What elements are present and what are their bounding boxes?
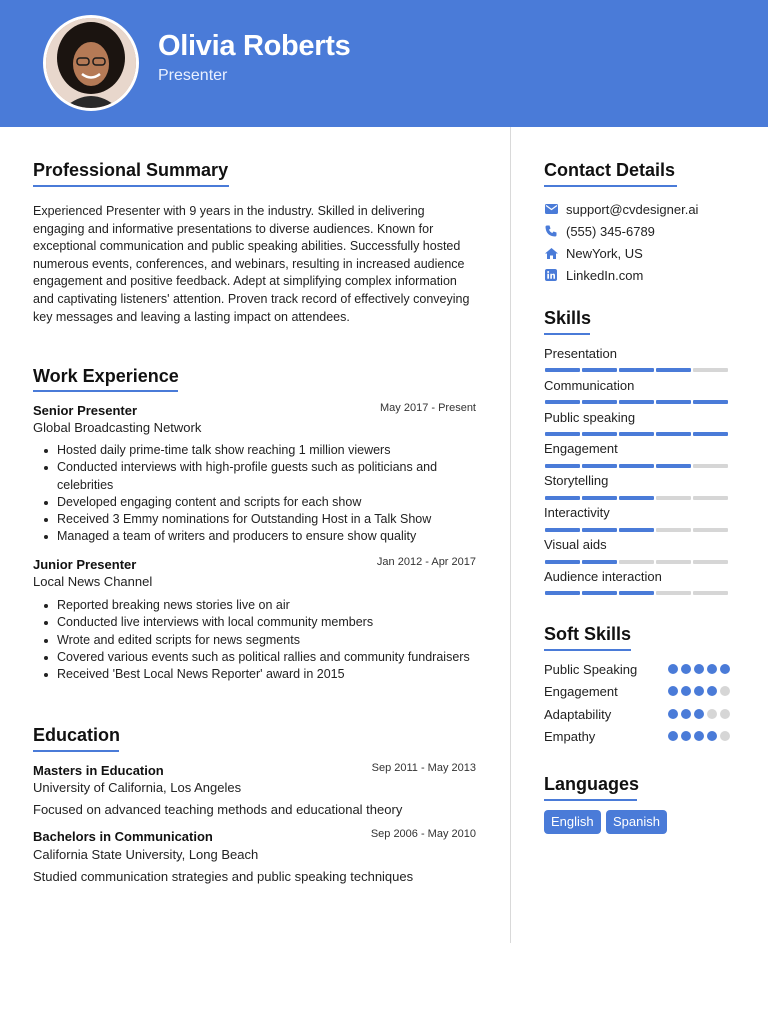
rating-dot [707,709,717,719]
degree-date: Sep 2006 - May 2010 [370,828,476,840]
languages-underline [544,799,637,801]
skill-level-segment [582,432,617,436]
rating-dot [720,731,730,741]
skill-level-segment [656,528,691,532]
contact-underline [544,185,677,187]
rating-dot [694,664,704,674]
skill-label: Audience interaction [544,569,662,584]
soft-skill-rating [668,664,730,674]
candidate-name: Olivia Roberts [158,30,351,62]
skill-level-segment [656,432,691,436]
languages-heading: Languages [544,774,640,794]
skill-level-segment [656,591,691,595]
skill-level-bar [545,432,728,436]
skill-level-segment [545,432,580,436]
rating-dot [668,709,678,719]
skill-level-segment [693,496,728,500]
rating-dot [681,709,691,719]
skill-level-segment [619,432,654,436]
language-tag: English [544,810,601,834]
skill-level-segment [693,400,728,404]
rating-dot [681,731,691,741]
skill-level-bar [545,464,728,468]
skill-label: Interactivity [544,505,610,520]
list-item: Hosted daily prime-time talk show reaching 1 million viewers [57,442,477,459]
rating-dot [681,664,691,674]
job-title: Senior Presenter [33,403,138,418]
skill-level-bar [545,368,728,372]
rating-dot [681,686,691,696]
linkedin-icon [544,268,558,282]
skill-level-segment [693,368,728,372]
rating-dot [720,709,730,719]
contact-location [544,244,643,262]
list-item: Covered various events such as political rallies and community fundraisers [57,649,477,666]
rating-dot [707,731,717,741]
degree-title: Masters in Education [33,763,164,778]
skill-level-segment [693,560,728,564]
degree-title: Bachelors in Communication [33,829,213,844]
phone-text: (555) 345-6789 [566,223,655,239]
rating-dot [720,686,730,696]
envelope-icon [544,202,558,216]
soft-skill-rating [668,686,730,696]
skill-level-segment [545,464,580,468]
skill-level-bar [545,496,728,500]
skill-level-segment [693,464,728,468]
skill-level-segment [693,528,728,532]
skill-level-segment [582,368,617,372]
skills-underline [544,333,590,335]
contact-heading: Contact Details [544,160,676,180]
column-divider [510,127,511,943]
linkedin-text: LinkedIn.com [566,267,644,283]
summary-underline [33,185,229,187]
list-item: Reported breaking news stories live on air [57,597,477,614]
skill-level-bar [545,560,728,564]
rating-dot [707,686,717,696]
skill-level-segment [619,400,654,404]
contact-email[interactable] [544,200,698,218]
skill-level-segment [619,591,654,595]
job-bullets [57,597,477,683]
job-date: Jan 2012 - Apr 2017 [376,556,476,568]
skills-heading: Skills [544,308,592,328]
job-title: Junior Presenter [33,557,137,572]
skill-level-segment [582,560,617,564]
soft-skills-heading: Soft Skills [544,624,632,644]
email-text: support@cvdesigner.ai [566,201,699,217]
degree-date: Sep 2011 - May 2013 [371,762,476,774]
header-banner [0,0,768,127]
skill-level-segment [656,496,691,500]
rating-dot [668,664,678,674]
list-item: Conducted interviews with high-profile guests such as politicians and celebrities [57,459,477,494]
skill-level-segment [656,400,691,404]
list-item: Conducted live interviews with local community members [57,614,477,631]
soft-skill-label: Empathy [544,729,596,744]
language-tag: Spanish [606,810,667,834]
skill-label: Engagement [544,441,618,456]
skill-level-segment [582,464,617,468]
list-item: Managed a team of writers and producers to ensure show quality [57,528,477,545]
skill-label: Public speaking [544,410,636,425]
soft-skill-label: Engagement [544,684,618,699]
skill-level-segment [619,560,654,564]
list-item: Received 3 Emmy nominations for Outstanding Host in a Talk Show [57,511,477,528]
skill-level-segment [656,368,691,372]
job-org: Local News Channel [33,574,153,589]
phone-icon [544,224,558,238]
skill-level-segment [619,368,654,372]
skill-level-segment [693,591,728,595]
skill-level-segment [656,464,691,468]
degree-description: Studied communication strategies and public speaking techniques [33,869,414,884]
summary-heading: Professional Summary [33,160,229,180]
location-text: NewYork, US [566,245,643,261]
list-item: Developed engaging content and scripts for each show [57,494,477,511]
soft-skills-underline [544,649,631,651]
work-heading: Work Experience [33,366,179,386]
skill-level-segment [582,496,617,500]
skill-level-segment [693,432,728,436]
skill-level-segment [619,528,654,532]
skill-level-segment [545,368,580,372]
education-underline [33,750,119,752]
work-underline [33,390,178,392]
degree-description: Focused on advanced teaching methods and educational theory [33,802,403,817]
school-name: California State University, Long Beach [33,847,259,862]
contact-phone[interactable] [544,222,655,240]
rating-dot [668,686,678,696]
soft-skill-label: Adaptability [544,707,612,722]
soft-skill-rating [668,709,730,719]
candidate-role: Presenter [158,67,228,84]
skill-level-bar [545,528,728,532]
soft-skill-label: Public Speaking [544,662,638,677]
job-bullets [57,442,477,546]
job-org: Global Broadcasting Network [33,420,202,435]
skill-label: Presentation [544,346,617,361]
home-icon [544,246,558,260]
skill-level-segment [545,528,580,532]
skill-level-segment [545,400,580,404]
skill-label: Visual aids [544,537,607,552]
rating-dot [707,664,717,674]
summary-text: Experienced Presenter with 9 years in the industry. Skilled in delivering engaging and informative presentations to diverse audiences. Known for exceptional communication and public speaking abilities. Successfully hosted numerous events, conferences, and webinars, resulting in increased audience engagement and positive feedback. Adept at simplifying complex information and captivating listeners' attention. Proven track record of effectively conveying key messages and leaving a lasting impact on attendees. [33,204,470,324]
skill-label: Communication [544,378,635,393]
skill-level-segment [545,560,580,564]
list-item: Wrote and edited scripts for news segments [57,632,477,649]
education-heading: Education [33,725,121,745]
rating-dot [694,686,704,696]
skill-level-segment [545,496,580,500]
soft-skill-rating [668,731,730,741]
skill-level-segment [656,560,691,564]
skill-label: Storytelling [544,473,609,488]
contact-linkedin[interactable] [544,266,643,284]
skill-level-segment [619,464,654,468]
skill-level-bar [545,400,728,404]
skill-level-segment [582,528,617,532]
profile-photo [43,15,139,111]
rating-dot [720,664,730,674]
job-date: May 2017 - Present [380,402,476,414]
school-name: University of California, Los Angeles [33,780,242,795]
skill-level-segment [545,591,580,595]
rating-dot [694,709,704,719]
list-item: Received 'Best Local News Reporter' award in 2015 [57,666,477,683]
skill-level-bar [545,591,728,595]
rating-dot [694,731,704,741]
rating-dot [668,731,678,741]
skill-level-segment [582,400,617,404]
skill-level-segment [582,591,617,595]
skill-level-segment [619,496,654,500]
